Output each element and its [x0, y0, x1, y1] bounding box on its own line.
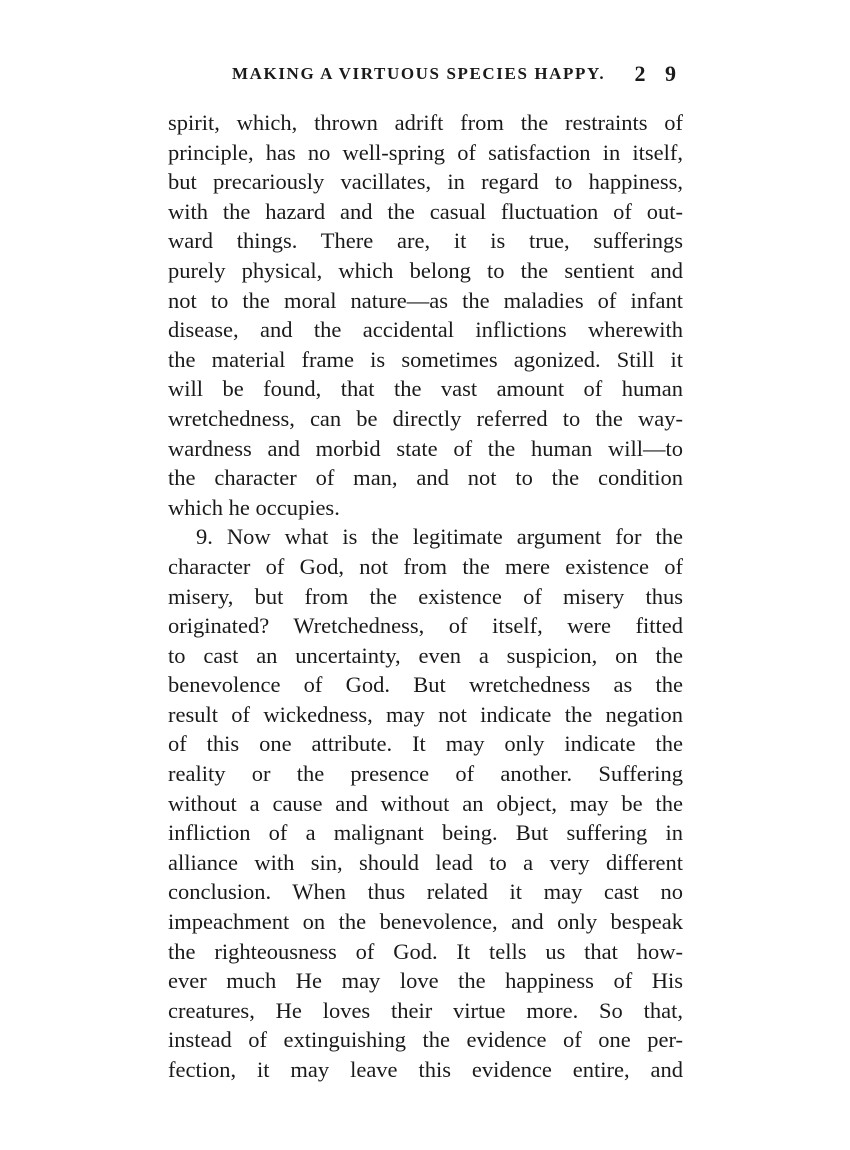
text-line: which he occupies.	[168, 494, 340, 520]
text-line: alliance with sin, should lead to a very different	[168, 849, 683, 875]
text-line: the material frame is sometimes agonized. Still it	[168, 346, 683, 372]
text-line: wardness and morbid state of the human will—to	[168, 435, 683, 461]
page-number: 2 9	[634, 61, 683, 86]
text-line: creatures, He loves their virtue more. So that,	[168, 997, 683, 1023]
paragraph-1	[168, 108, 683, 522]
text-line: principle, has no well-spring of satisfaction in itself,	[168, 139, 683, 165]
text-line: wretchedness, can be directly referred to the way-	[168, 405, 683, 431]
text-line: ward things. There are, it is true, sufferings	[168, 228, 683, 254]
text-line: ever much He may love the happiness of His	[168, 968, 683, 994]
text-line: but precariously vacillates, in regard to happiness,	[168, 169, 683, 195]
running-head	[232, 62, 687, 88]
text-line: impeachment on the benevolence, and only bespeak	[168, 909, 683, 935]
text-line: benevolence of God. But wretchedness as the	[168, 672, 683, 698]
text-line: infliction of a malignant being. But suffering in	[168, 820, 683, 846]
text-line: to cast an uncertainty, even a suspicion, on the	[168, 642, 683, 668]
text-line: character of God, not from the mere existence of	[168, 553, 683, 579]
text-line: 9. Now what is the legitimate argument for the	[196, 524, 683, 550]
text-line: of this one attribute. It may only indicate the	[168, 731, 683, 757]
text-line: result of wickedness, may not indicate the negation	[168, 701, 683, 727]
text-line: conclusion. When thus related it may cast no	[168, 879, 683, 905]
text-line: the righteousness of God. It tells us that how-	[168, 938, 683, 964]
text-line: misery, but from the existence of misery thus	[168, 583, 683, 609]
text-line: with the hazard and the casual fluctuation of out-	[168, 198, 683, 224]
text-line: purely physical, which belong to the sentient and	[168, 257, 683, 283]
paragraph-2	[168, 522, 683, 1084]
text-line: not to the moral nature—as the maladies of infant	[168, 287, 683, 313]
text-line: will be found, that the vast amount of human	[168, 376, 683, 402]
text-line: reality or the presence of another. Suffering	[168, 761, 683, 787]
text-line: fection, it may leave this evidence entire, and	[168, 1057, 683, 1082]
text-line: instead of extinguishing the evidence of one per-	[168, 1027, 683, 1053]
text-line: originated? Wretchedness, of itself, were fitted	[168, 613, 683, 639]
text-line: without a cause and without an object, may be the	[168, 790, 683, 816]
text-line: the character of man, and not to the condition	[168, 465, 683, 491]
body-text	[168, 108, 683, 1085]
text-line: disease, and the accidental inflictions wherewith	[168, 317, 683, 343]
running-title: MAKING A VIRTUOUS SPECIES HAPPY.	[232, 64, 606, 83]
text-line: spirit, which, thrown adrift from the restraints of	[168, 110, 683, 135]
